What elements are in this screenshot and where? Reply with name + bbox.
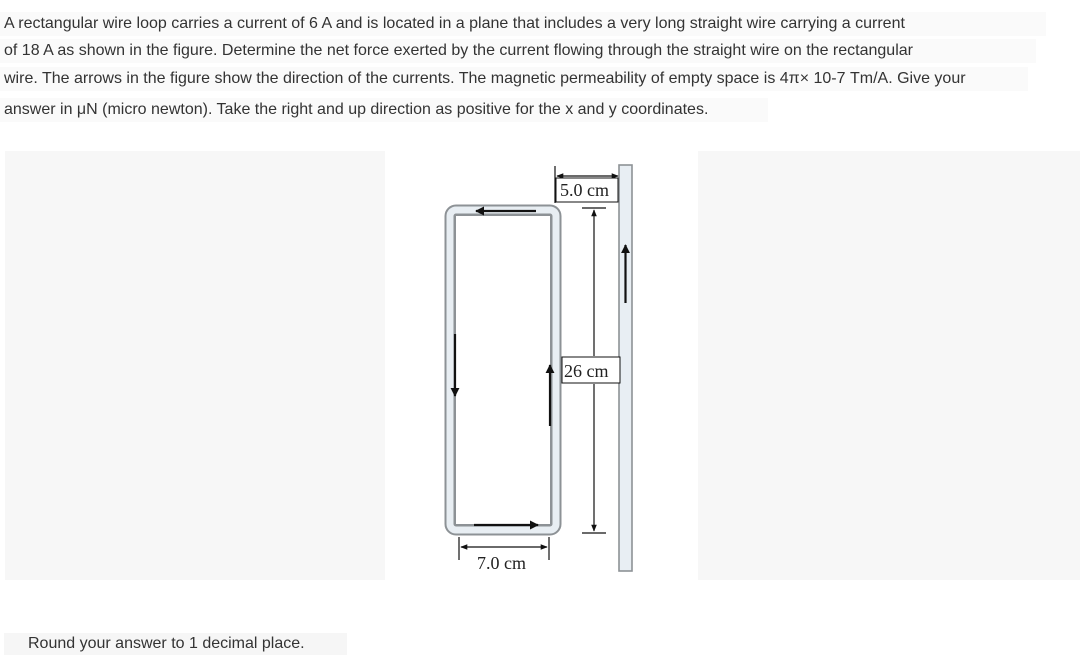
rounding-instruction: Round your answer to 1 decimal place. <box>4 633 347 655</box>
label-width: 7.0 cm <box>477 553 526 573</box>
question-line-4: answer in μN (micro newton). Take the right and up direction as positive for the x and y coordinates. <box>0 98 768 122</box>
label-gap: 5.0 cm <box>560 180 609 200</box>
question-line-3: wire. The arrows in the figure show the direction of the currents. The magnetic permeability of empty space is 4π× 10-7 Tm/A. Give your <box>0 67 1028 91</box>
question-line-2: of 18 A as shown in the figure. Determine the net force exerted by the current flowing through the straight wire on the rectangular <box>0 39 1036 63</box>
rectangular-loop <box>450 210 556 530</box>
straight-wire <box>619 165 632 571</box>
question-line-1: A rectangular wire loop carries a current of 6 A and is located in a plane that includes a very long straight wire carrying a current <box>0 12 1046 36</box>
label-height: 26 cm <box>564 361 609 381</box>
